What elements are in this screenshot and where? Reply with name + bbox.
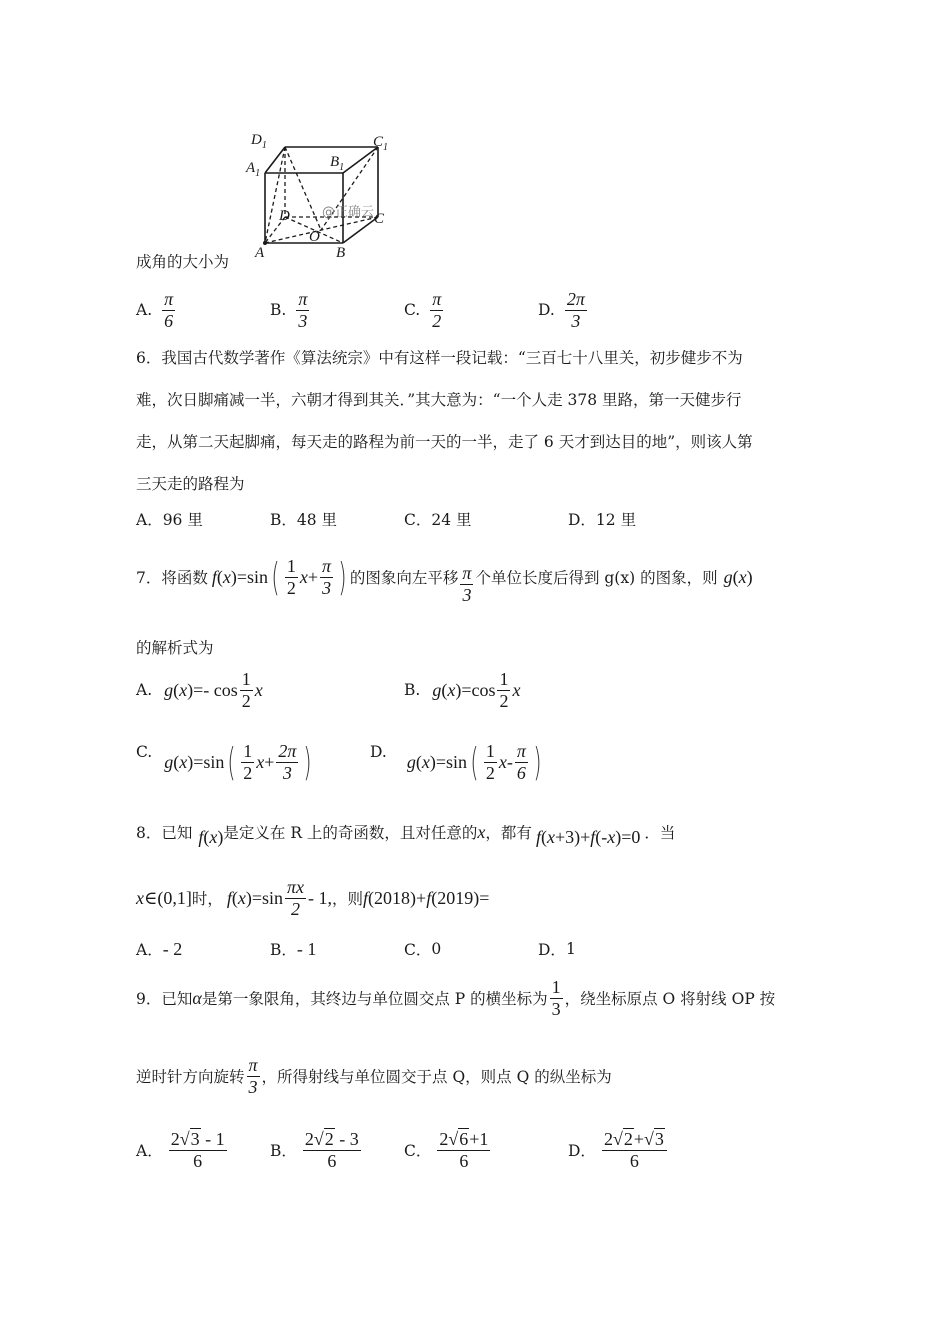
q5-option-b: B. $\frac{\pi}{3}$ [270,289,308,331]
q7-option-d: D. g ( x ) =sin ( $\frac{1}{2}$ x - $\frac{\pi}{6}$ ) [370,740,542,785]
q8-line-2: x ∈(0,1] 时， f ( x )=sin $\frac{\pi x}{2}$ - 1, ，则 f (2018)+ f (2019)= [136,877,490,919]
q5-option-a: A. $\frac{\pi}{6}$ [136,289,174,331]
label-O: O [309,229,320,245]
watermark: @正确云 [322,205,375,220]
q7-tail: 的解析式为 [136,639,214,657]
q7-option-c: C. g ( x ) =sin ( $\frac{1}{2}$ x + $\frac{2\pi}{3}$ ) [136,740,312,785]
q9-option-c: C． $\frac{2√6+1}{6}$ [404,1129,489,1171]
q8-option-c: C． 0 [404,940,442,959]
q9-line-2: 逆时针方向旋转 $\frac{\pi}{3}$ ，所得射线与单位圆交于点 Q，则点 Q 的纵坐标为 [136,1055,612,1097]
label-D1: $D_1$ [251,132,267,151]
q8-option-d: D． 1 [538,940,576,959]
q7-option-b: B. g ( x ) =cos $\frac{1}{2}$ x [404,669,521,711]
label-A1: $A_1$ [246,160,261,179]
label-C1: $C_1$ [373,134,389,153]
q8-var-x: x [477,821,486,842]
q6-option-c: C．24 里 [404,511,472,529]
label-B: B [336,245,346,261]
q8-option-a: A． - 2 [136,938,183,959]
q9-option-a: A． $\frac{2√3 - 1}{6}$ [136,1129,225,1171]
q6-line-4: 三天走的路程为 [136,475,245,493]
q9-option-d: D． $\frac{2√2+√3}{6}$ [568,1130,669,1171]
q8-line-1: 8．已知 f ( x ) 是定义在 R 上的奇函数，且对任意的 x ，都有 f ( x +3)+ f (- x )=0 ．当 [136,821,676,847]
q6-line-1: 6．我国古代数学著作《算法统宗》中有这样一段记载：“三百七十八里关，初步健步不为 [136,349,743,367]
q9-option-b: B． $\frac{2√2 - 3}{6}$ [270,1129,359,1171]
q6-option-b: B．48 里 [270,511,338,529]
q6-line-3: 走，从第二天起脚痛，每天走的路程为前一天的一半，走了 6 天才到达目的地”，则该人第 [136,433,753,451]
q9-line-1: 9．已知 α 是第一象限角，其终边与单位圆交点 P 的横坐标为 $\frac{1}{3}$ ，绕坐标原点 O 将射线 OP 按 [136,976,776,1019]
q7-option-a: A. g ( x ) =- cos $\frac{1}{2}$ x [136,669,263,711]
label-A: A [255,245,265,261]
label-C: C [374,211,385,227]
q5-option-c: C. $\frac{\pi}{2}$ [404,289,442,331]
q6-line-2: 难，次日脚痛减一半，六朝才得到其关．”其大意为：“一个人走 378 里路，第一天健步行 [136,391,742,409]
label-B1: $B_1$ [330,154,345,173]
q6-option-d: D．12 里 [568,511,637,529]
q5-tail: 成角的大小为 [136,253,230,271]
q8-option-b: B． - 1 [270,938,317,959]
q7-line-1: 7．将函数 f ( x ) =sin ( $\frac{1}{2}$ x + $\frac{\pi}{3}$ ) 的图象向左平移 $\frac{\pi}{3}$ 个单位长度后得到 g(x) 的图象，则 g ( x ) [136,555,753,605]
q6-option-a: A．96 里 [136,511,203,529]
label-D: D [279,208,290,224]
q5-option-d: D. $\frac{2\pi}{3}$ [538,289,585,331]
